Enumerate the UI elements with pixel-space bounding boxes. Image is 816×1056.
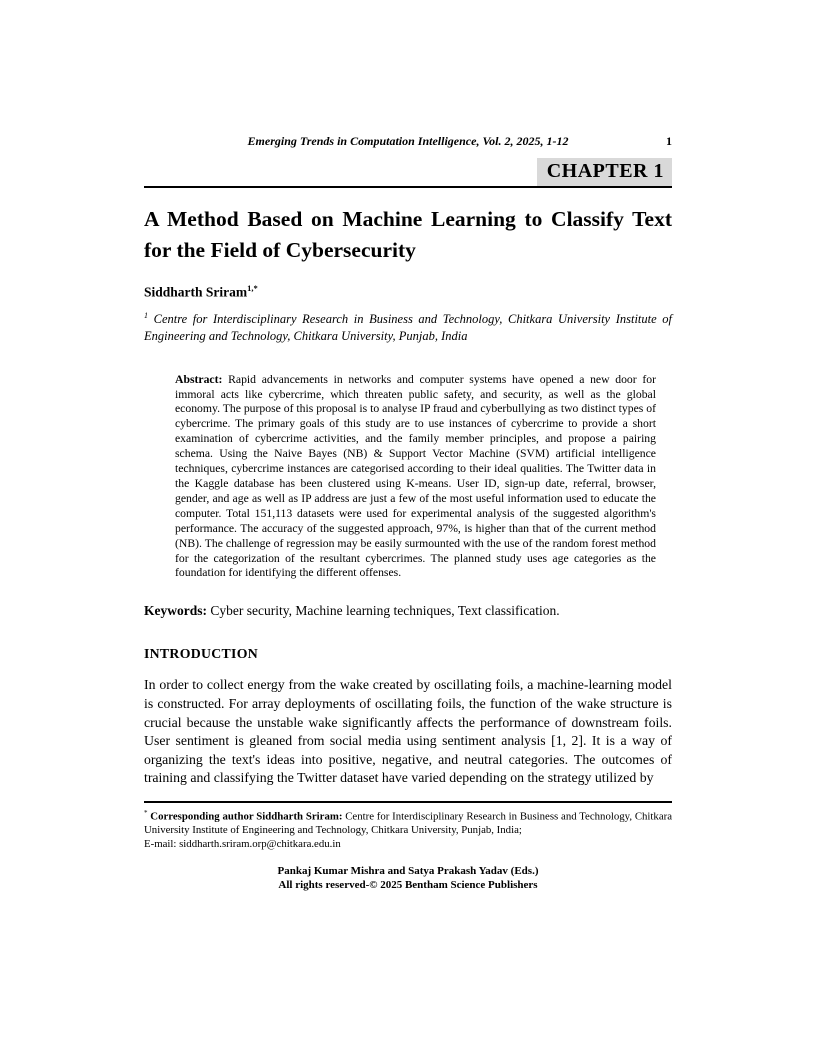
author-name: Siddharth Sriram xyxy=(144,284,248,300)
footnote-label: Corresponding author Siddharth Sriram: xyxy=(147,810,343,823)
intro-paragraph: In order to collect energy from the wake created by oscillating foils, a machine-learning model is constructed. For array deployments of oscillating foils, the function of the wake structure is crucial because the unstable wake significantly affects the performance of downstream foils. User sentiment is gleaned from social media using sentiment analysis [1, 2]. It is a way of organizing the text's ideas into positive, negative, and neutral categories. The outcomes of training and classifying the Twitter dataset have varied depending on the strategy utilized by xyxy=(144,677,672,786)
email-line xyxy=(144,838,672,852)
page-number: 1 xyxy=(666,134,672,148)
section-heading-introduction: INTRODUCTION xyxy=(144,646,258,662)
running-head: Emerging Trends in Computation Intelligence, Vol. 2, 2025, 1-12 xyxy=(247,134,569,148)
article-title: A Method Based on Machine Learning to Classify Text for the Field of Cybersecurity xyxy=(144,207,672,262)
abstract-text: Rapid advancements in networks and computer systems have opened a new door for immoral acts like cybercrime, which threaten public safety, and security, as well as the global economy. The purpose of this proposal is to analyse IP fraud and cyberbullying as two distinct types of cybercrime. The primary goals of this study are to use instances of cybercrime to provide a short examination of cybercrime activities, and the family member principles, and propose a pairing schema. Using the Naive Bayes (NB) & Support Vector Machine (SVM) artificial intelligence techniques, cybercrime instances are categorised according to their ideal qualities. The Twitter data in the Kaggle database has been clustered using K-means. User ID, sign-up date, referral, browser, gender, and age as well as IP address are just a few of the most useful information used to educate the computer. Total 151,113 datasets were used for experimental analysis of the suggested algorithm's performance. The accuracy of the suggested approach, 97%, is higher than that of the current method (NB). The challenge of regression may be easily surmounted with the use of the random forest method for the categorization of the resultant cybercrimes. The planned study uses age categories as the foundation for identifying the different offenses. xyxy=(175,372,656,580)
email-value: siddharth.sriram.orp@chitkara.edu.in xyxy=(176,838,341,851)
keywords-text: Cyber security, Machine learning techniques, Text classification. xyxy=(207,603,560,619)
affiliation-text: Centre for Interdisciplinary Research in Business and Technology, Chitkara University Institute of Engineering and Technology, Chitkara University, Punjab, India xyxy=(144,311,672,343)
keywords-label: Keywords: xyxy=(144,603,207,619)
footnote-marker: * xyxy=(144,808,148,817)
footnote-text: Centre for Interdisciplinary Research in Business and Technology, Chitkara University Institute of Engineering and Technology, Chitkara University, Punjab, India; xyxy=(144,810,672,837)
email-label: E-mail: xyxy=(144,838,177,851)
footer-copyright: All rights reserved-© 2025 Bentham Science Publishers xyxy=(278,879,538,892)
affiliation-superscript: 1 xyxy=(144,310,148,320)
author-superscript: 1,* xyxy=(247,283,258,293)
footnote xyxy=(144,801,672,852)
corresponding-author-note xyxy=(144,807,672,838)
footer-editors: Pankaj Kumar Mishra and Satya Prakash Yadav (Eds.) xyxy=(277,864,539,877)
keywords xyxy=(144,602,672,619)
running-head-row xyxy=(144,134,672,148)
chapter-rule xyxy=(144,158,672,188)
chapter-banner: CHAPTER 1 xyxy=(537,158,672,186)
page-content xyxy=(144,134,672,893)
author-line xyxy=(144,280,672,301)
affiliation xyxy=(144,307,672,345)
abstract xyxy=(175,373,656,582)
footer xyxy=(144,864,672,893)
abstract-label: Abstract: xyxy=(175,372,223,386)
